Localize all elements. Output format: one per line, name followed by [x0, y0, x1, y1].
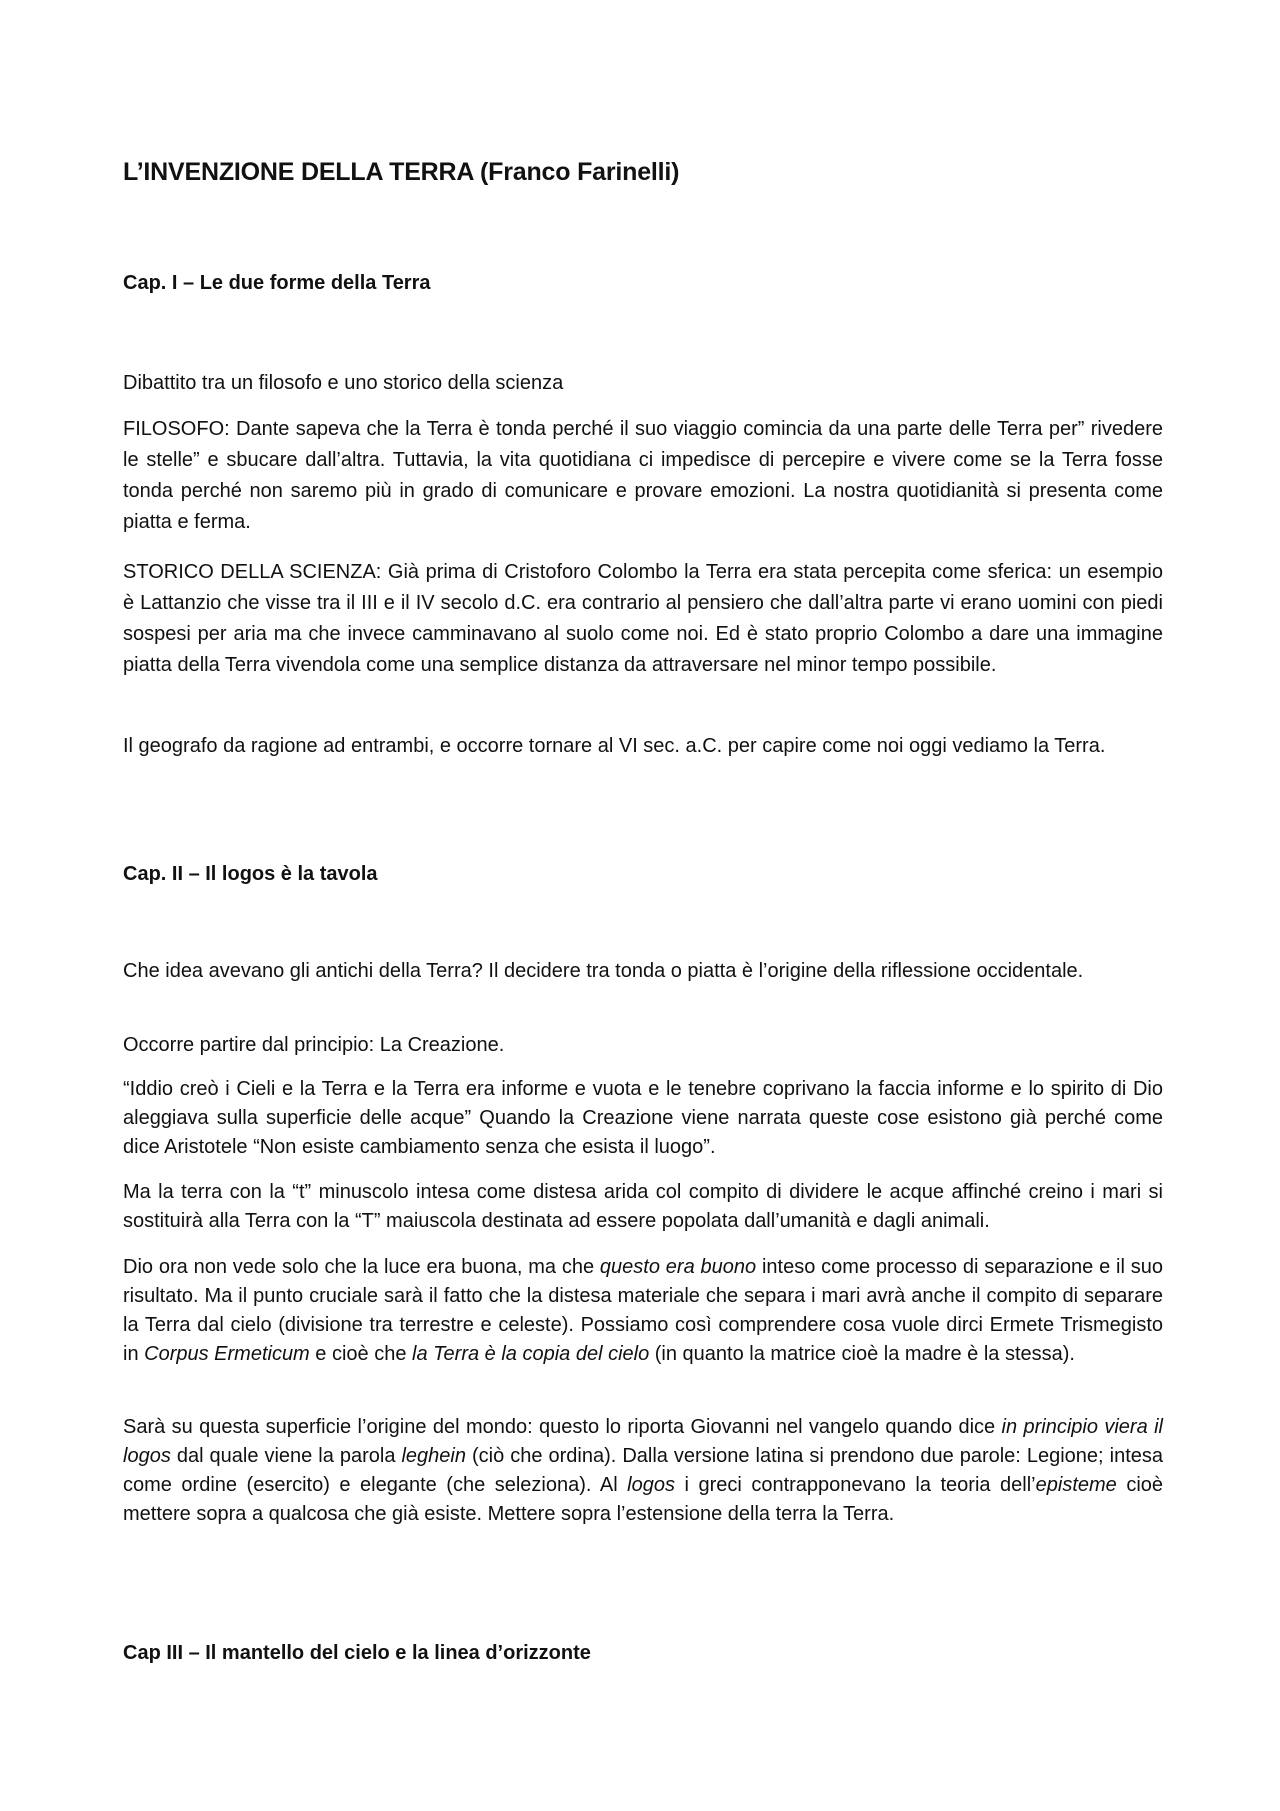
chapter-2-paragraph-3: “Iddio creò i Cieli e la Terra e la Terra era informe e vuota e le tenebre coprivano la faccia informe e lo spirito di Dio aleggiava sulla superficie delle acque” Quando la Creazione viene narrata queste cose esistono già perché come dice Aristotele “Non esiste cambiamento senza che esista il luogo”. — [123, 1078, 1163, 1158]
chapter-1-paragraph-4: Il geografo da ragione ad entrambi, e occorre tornare al VI sec. a.C. per capire come noi oggi vediamo la Terra. — [123, 735, 1106, 757]
text-segment: dal quale viene la parola — [170, 1445, 402, 1467]
italic-text-segment: Corpus Ermeticum — [144, 1343, 310, 1365]
text-segment: inteso come processo di separazione e il suo risultato. Ma il punto cruciale sarà il fatto che la distesa materiale che separa i mari avrà anche il compito di separare la Terra dal cielo (divisione tra terrestre e celeste). Possiamo così comprendere cosa vuole dirci Ermete Trismegisto in — [123, 1256, 1163, 1365]
text-segment: i greci contrapponevano la teoria dell’ — [674, 1474, 1036, 1496]
italic-text-segment: episteme — [1035, 1474, 1117, 1496]
italic-text-segment: la Terra è la copia del cielo — [412, 1343, 650, 1365]
chapter-2-paragraph-5 — [123, 1253, 1163, 1369]
text-segment: cioè mettere sopra a qualcosa che già esiste. Mettere sopra l’estensione della terra la Terra. — [123, 1474, 1164, 1525]
text-segment: Dio ora non vede solo che la luce era buona, ma che — [123, 1256, 600, 1278]
chapter-1-paragraph-1: Dibattito tra un filosofo e uno storico della scienza — [123, 372, 564, 394]
text-segment: (ciò che ordina). Dalla versione latina si prendono due parole: Legione; intesa come ordine (esercito) e elegante (che seleziona). Al — [123, 1445, 1163, 1496]
text-segment: (in quanto la matrice cioè la madre è la stessa). — [649, 1343, 1075, 1365]
italic-text-segment: logos — [627, 1474, 675, 1496]
italic-text-segment: questo era buono — [599, 1256, 757, 1278]
chapter-1-heading: Cap. I – Le due forme della Terra — [123, 272, 431, 294]
text-segment: Sarà su questa superficie l’origine del mondo: questo lo riporta Giovanni nel vangelo quando dice — [123, 1416, 1002, 1438]
document-title: L’INVENZIONE DELLA TERRA (Franco Farinelli) — [123, 158, 680, 186]
chapter-2-paragraph-4: Ma la terra con la “t” minuscolo intesa come distesa arida col compito di dividere le acque affinché creino i mari si sostituirà alla Terra con la “T” maiuscola destinata ad essere popolata dall’umanità e dagli animali. — [123, 1181, 1163, 1232]
chapter-2-paragraph-2: Occorre partire dal principio: La Creazione. — [123, 1034, 505, 1056]
text-segment: e cioè che — [309, 1343, 413, 1365]
chapter-1-paragraph-2: FILOSOFO: Dante sapeva che la Terra è tonda perché il suo viaggio comincia da una parte delle Terra per” rivedere le stelle” e sbucare dall’altra. Tuttavia, la vita quotidiana ci impedisce di percepire e vivere come se la Terra fosse tonda perché non saremo più in grado di comunicare e provare emozioni. La nostra quotidianità si presenta come piatta e ferma. — [123, 418, 1163, 533]
chapter-2-paragraph-6 — [123, 1413, 1163, 1529]
chapter-2-paragraph-1: Che idea avevano gli antichi della Terra? Il decidere tra tonda o piatta è l’origine della riflessione occidentale. — [123, 960, 1084, 982]
italic-text-segment: in principio viera il logos — [123, 1416, 1163, 1467]
chapter-3-heading: Cap III – Il mantello del cielo e la linea d’orizzonte — [123, 1642, 591, 1664]
chapter-2-heading: Cap. II – Il logos è la tavola — [123, 863, 378, 885]
italic-text-segment: leghein — [401, 1445, 466, 1467]
chapter-1-paragraph-3: STORICO DELLA SCIENZA: Già prima di Cristoforo Colombo la Terra era stata percepita come sferica: un esempio è Lattanzio che visse tra il III e il IV secolo d.C. era contrario al pensiero che dall’altra parte vi erano uomini con piedi sospesi per aria ma che invece camminavano al suolo come noi. Ed è stato proprio Colombo a dare una immagine piatta della Terra vivendola come una semplice distanza da attraversare nel minor tempo possibile. — [123, 561, 1163, 676]
